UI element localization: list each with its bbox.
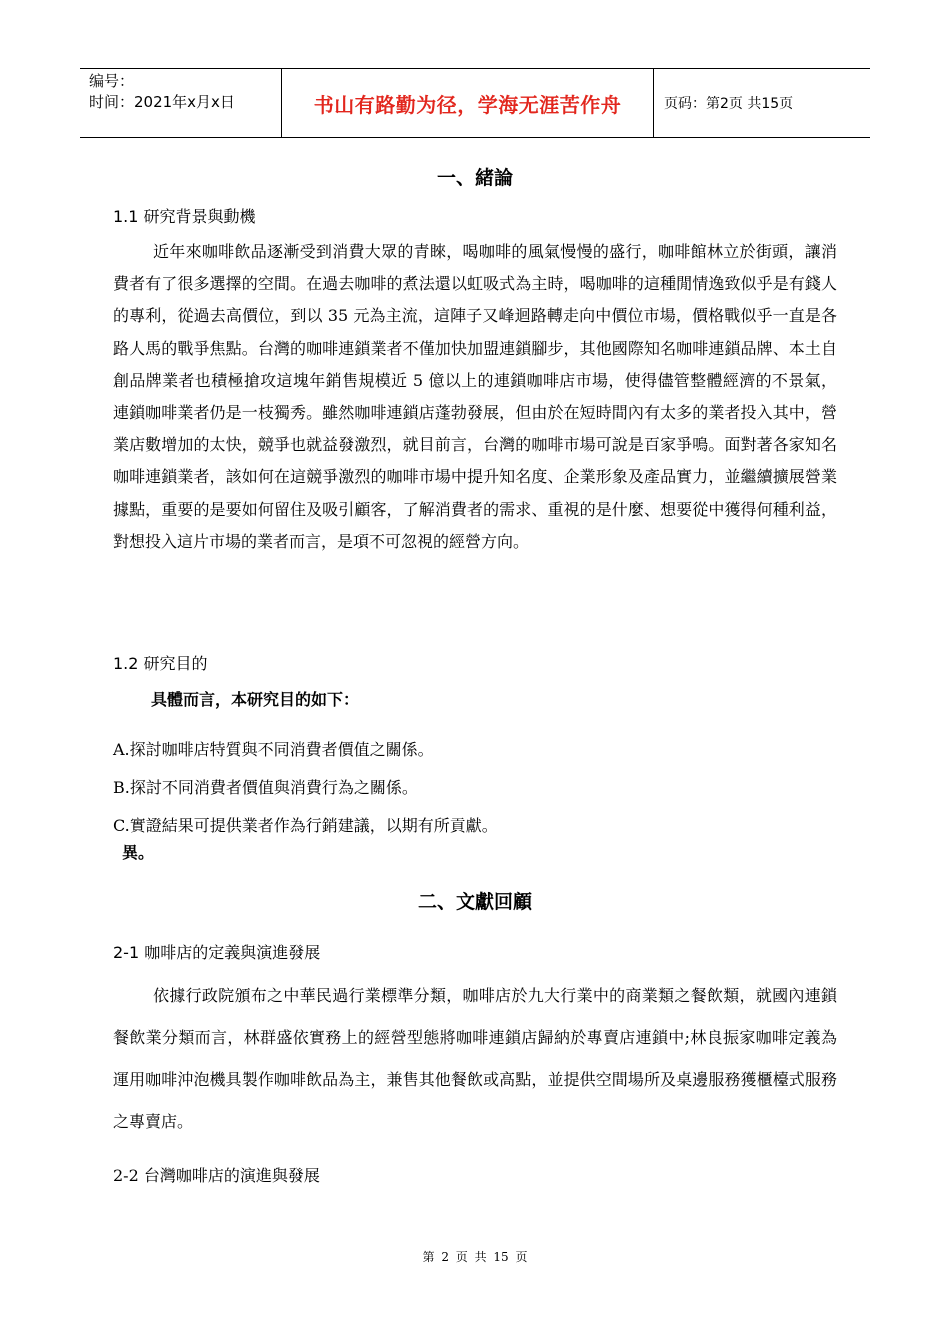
header-table [80, 68, 870, 138]
stray-text-fragment: 異。 [122, 843, 155, 862]
header-info-cell [80, 69, 282, 137]
header-page-info: 页码：第2页 共15页 [664, 96, 794, 112]
page-footer: 第 2 页 共 15 页 [422, 1250, 528, 1264]
purpose-item-a: A.探討咖啡店特質與不同消費者價值之關係。 [113, 740, 434, 759]
header-motto: 书山有路勤为径，学海无涯苦作舟 [282, 69, 654, 137]
document-code-label: 编号： [89, 72, 135, 90]
purpose-intro: 具體而言，本研究目的如下： [151, 690, 360, 709]
purpose-item-b: B.探討不同消費者價值與消費行為之關係。 [113, 778, 418, 797]
paragraph-coffee-shop-definition: 依據行政院頒布之中華民過行業標準分類，咖啡店於九大行業中的商業類之餐飲類，就國內連鎖餐飲業分類而言，林群盛依實務上的經營型態將咖啡連鎖店歸納於專賣店連鎖中;林良振家咖啡定義為運用咖啡沖泡機具製作咖啡飲品為主，兼售其他餐飲或高點，並提供空間場所及桌邊服務獲櫃檯式服務之專賣店。 [113, 986, 837, 1131]
subsection-heading-purpose: 1.2 研究目的 [113, 654, 208, 673]
section-title-literature-review: 二、文獻回顧 [417, 891, 532, 913]
paragraph-background: 近年來咖啡飲品逐漸受到消費大眾的青睞，喝咖啡的風氣慢慢的盛行，咖啡館林立於街頭，讓消費者有了很多選擇的空間。在過去咖啡的煮法還以虹吸式為主時，喝咖啡的這種閒情逸致似乎是有錢人的專利，從過去高價位，到以 35 元為主流，這陣子又峰迴路轉走向中價位市場，價格戰似乎一直是各路人馬的戰爭焦點。台灣的咖啡連鎖業者不僅加快加盟連鎖腳步，其他國際知名咖啡連鎖品牌、本土自創品牌業者也積極搶攻這塊年銷售規模近 5 億以上的連鎖咖啡店市場，使得儘管整體經濟的不景氣，連鎖咖啡業者仍是一枝獨秀。雖然咖啡連鎖店蓬勃發展，但由於在短時間內有太多的業者投入其中，營業店數增加的太快，競爭也就益發激烈，就目前言，台灣的咖啡市場可說是百家爭鳴。面對著各家知名咖啡連鎖業者，該如何在這競爭激烈的咖啡市場中提升知名度、企業形象及產品實力，並繼續擴展營業據點，重要的是要如何留住及吸引顧客，了解消費者的需求、重視的是什麼、想要從中獲得何種利益，對想投入這片市場的業者而言，是項不可忽視的經營方向。 [113, 242, 837, 551]
section-title-introduction: 一、緒論 [436, 167, 513, 189]
subsection-heading-background: 1.1 研究背景與動機 [113, 207, 256, 226]
document-date: 时间：2021年x月x日 [89, 93, 235, 111]
subsection-heading-taiwan-coffee-shops: 2-2 台灣咖啡店的演進與發展 [113, 1166, 320, 1185]
subsection-heading-coffee-shop-definition: 2-1 咖啡店的定義與演進發展 [113, 943, 321, 962]
purpose-item-c: C.實證結果可提供業者作為行銷建議，以期有所貢獻。 [113, 816, 498, 835]
